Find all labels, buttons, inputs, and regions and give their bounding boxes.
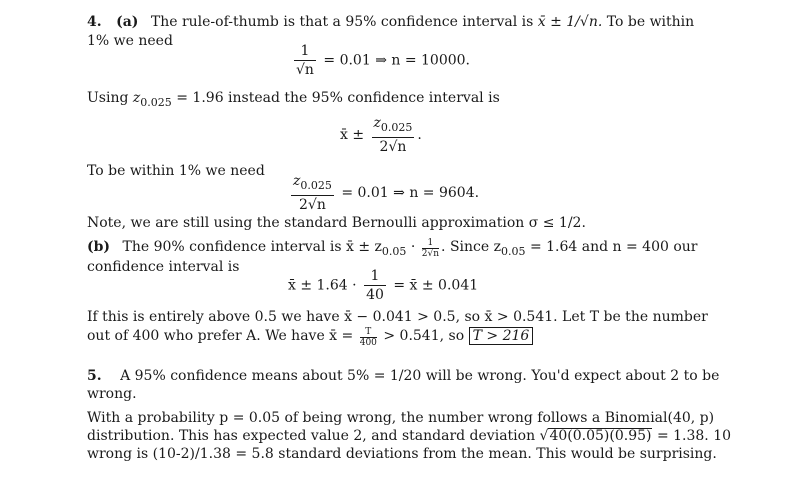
p4-l3-z: z [132, 90, 141, 106]
p4-line-6: (b) The 90% confidence interval is x̄ ± $z_{0.05}$ · $\frac{1}{2√n}$ . Since $z_{0.05} = 1.64$ and n = 400 our [87, 238, 698, 259]
p4-line-3 [87, 89, 500, 112]
p4-line-8: If this is entirely above 0.5 we have x̄ − 0.041 > 0.5, so x̄ > 0.541. Let T be the number [87, 309, 708, 325]
p5-line-4 [87, 427, 731, 445]
eq4-rest: = x̄ ± 0.041 [393, 277, 479, 294]
eq3-numerator: $z_{0.025}$ [291, 173, 334, 196]
p4-l6-c: . Since z [441, 239, 501, 255]
p4-l1-text: The rule-of-thumb is that a 95% confidence interval is [150, 14, 534, 30]
p4-l6-fraction: $\frac{1}{2√n}$ [421, 238, 440, 259]
equation-4 [288, 268, 478, 303]
problem-5-number: 5. [87, 368, 102, 384]
p4-l6-d: = 1.64 and n = 400 our [529, 239, 698, 255]
p4-line-7: confidence interval is [87, 259, 240, 275]
p5-l4-b: = 1.38. 10 [656, 428, 732, 444]
eq2-denominator: 2√n [379, 138, 407, 155]
part-a-label: (a) [116, 14, 139, 30]
p4-line-1 [87, 13, 694, 31]
eq4-denominator: 40 [366, 287, 384, 303]
p5-line-2: wrong. [87, 386, 137, 402]
eq2-numerator: $z_{0.025}$ [372, 115, 415, 138]
eq3-fraction [291, 173, 334, 213]
eq2-fraction [372, 115, 415, 155]
p5-l1-text: A 95% confidence means about 5% = 1/20 will be wrong. You'd expect about 2 to be [120, 368, 720, 384]
p4-l1-tail: To be within [606, 14, 695, 30]
p4-line-9 [87, 327, 533, 348]
p5-l4-a: distribution. This has expected value 2, and standard deviation [87, 428, 536, 444]
eq2-end: . [417, 126, 422, 143]
p4-l9-a: out of 400 who prefer A. We have x̄ = [87, 328, 354, 344]
p4-line-2: 1% we need [87, 33, 173, 49]
eq3-rest: = 0.01 ⇒ n = 9604. [341, 184, 480, 201]
part-b-label: (b) [87, 239, 111, 255]
eq1-denominator: √n [296, 62, 314, 78]
eq3-denominator: 2√n [299, 196, 326, 213]
p4-line-5: Note, we are still using the standard Bernoulli approximation σ ≤ 1/2. [87, 215, 586, 231]
p4-l6-a: The 90% confidence interval is x̄ ± z [122, 239, 382, 255]
eq4-lhs: x̄ ± 1.64 · [288, 277, 357, 294]
p4-l3-a: Using [87, 90, 129, 106]
eq1-fraction [294, 43, 316, 78]
equation-3 [288, 173, 479, 213]
p4-l1-expr: x̄ ± 1/√n. [537, 14, 603, 30]
equation-2 [340, 115, 422, 155]
p4-l9-fraction: $\frac{T}{400}$ [359, 327, 377, 348]
problem-4-number: 4. [87, 14, 102, 30]
p4-l6-b: · [410, 239, 416, 255]
p4-l3-sub: 0.025 [140, 95, 172, 109]
p4-l9-b: > 0.541, so [383, 328, 465, 344]
equation-1 [291, 43, 470, 78]
eq1-rest: = 0.01 ⇒ n = 10000. [323, 52, 471, 69]
sqrt-expression: √40(0.05)(0.95) [539, 428, 652, 444]
eq1-numerator: 1 [294, 43, 316, 61]
eq2-lhs: x̄ ± [340, 126, 365, 143]
p4-line-4: To be within 1% we need [87, 163, 265, 179]
boxed-answer: T > 216 [469, 327, 534, 345]
p5-line-5: wrong is (10-2)/1.38 = 5.8 standard deviations from the mean. This would be surprising. [87, 446, 717, 462]
p5-line-1 [87, 367, 719, 385]
eq4-fraction [364, 268, 386, 303]
eq4-numerator: 1 [364, 268, 386, 286]
p4-l3-b: = 1.96 instead the 95% confidence interval is [176, 90, 500, 106]
p5-line-3: With a probability p = 0.05 of being wrong, the number wrong follows a Binomial(40, p) [87, 410, 715, 426]
